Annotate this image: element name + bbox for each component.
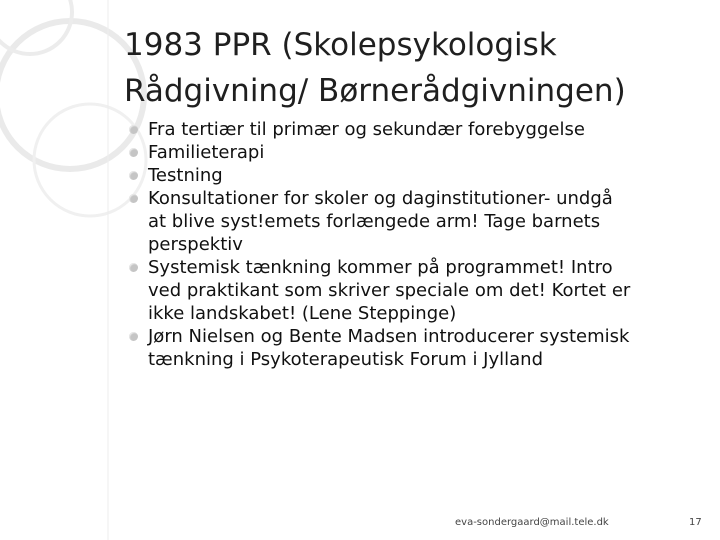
bullet-dot-icon — [129, 263, 138, 272]
page-number: 17 — [689, 517, 702, 528]
bullet-text: perspektiv — [148, 234, 243, 255]
bullet-text: Familieterapi — [148, 142, 265, 163]
bullet-dot-icon — [129, 125, 138, 134]
bullet-dot-icon — [129, 332, 138, 341]
bullet-text: Testning — [148, 165, 223, 186]
decor-ring-large — [0, 21, 144, 169]
bullet-text: ved praktikant som skriver speciale om det! Kortet er — [148, 280, 631, 301]
bullet-dot-icon — [129, 148, 138, 157]
slide-title — [124, 22, 684, 114]
bullet-dot-icon — [129, 194, 138, 203]
bullet-text: Konsultationer for skoler og daginstitutioner- undgå — [148, 188, 613, 209]
bullet-text: tænkning i Psykoterapeutisk Forum i Jylland — [148, 349, 544, 370]
bullet-item — [127, 118, 705, 141]
bullet-text: at blive syst!emets forlængede arm! Tage barnets — [148, 211, 601, 232]
bullet-item — [127, 187, 705, 256]
slide-title-line: 1983 PPR (Skolepsykologisk — [124, 27, 557, 63]
bullet-item — [127, 325, 705, 371]
bullet-list — [127, 118, 705, 371]
bullet-dot-icon — [129, 171, 138, 180]
decor-ring-small — [0, 0, 72, 54]
footer-email: eva-sondergaard@mail.tele.dk — [455, 517, 609, 528]
bullet-text: Fra tertiær til primær og sekundær forebyggelse — [148, 119, 585, 140]
bullet-item — [127, 164, 705, 187]
slide-title-line: Rådgivning/ Børnerådgivningen) — [124, 73, 626, 109]
bullet-item — [127, 141, 705, 164]
bullet-item — [127, 256, 705, 325]
bullet-text: ikke landskabet! (Lene Steppinge) — [148, 303, 457, 324]
bullet-text: Systemisk tænkning kommer på programmet! Intro — [148, 257, 613, 278]
bullet-text: Jørn Nielsen og Bente Madsen introducerer systemisk — [148, 326, 630, 347]
